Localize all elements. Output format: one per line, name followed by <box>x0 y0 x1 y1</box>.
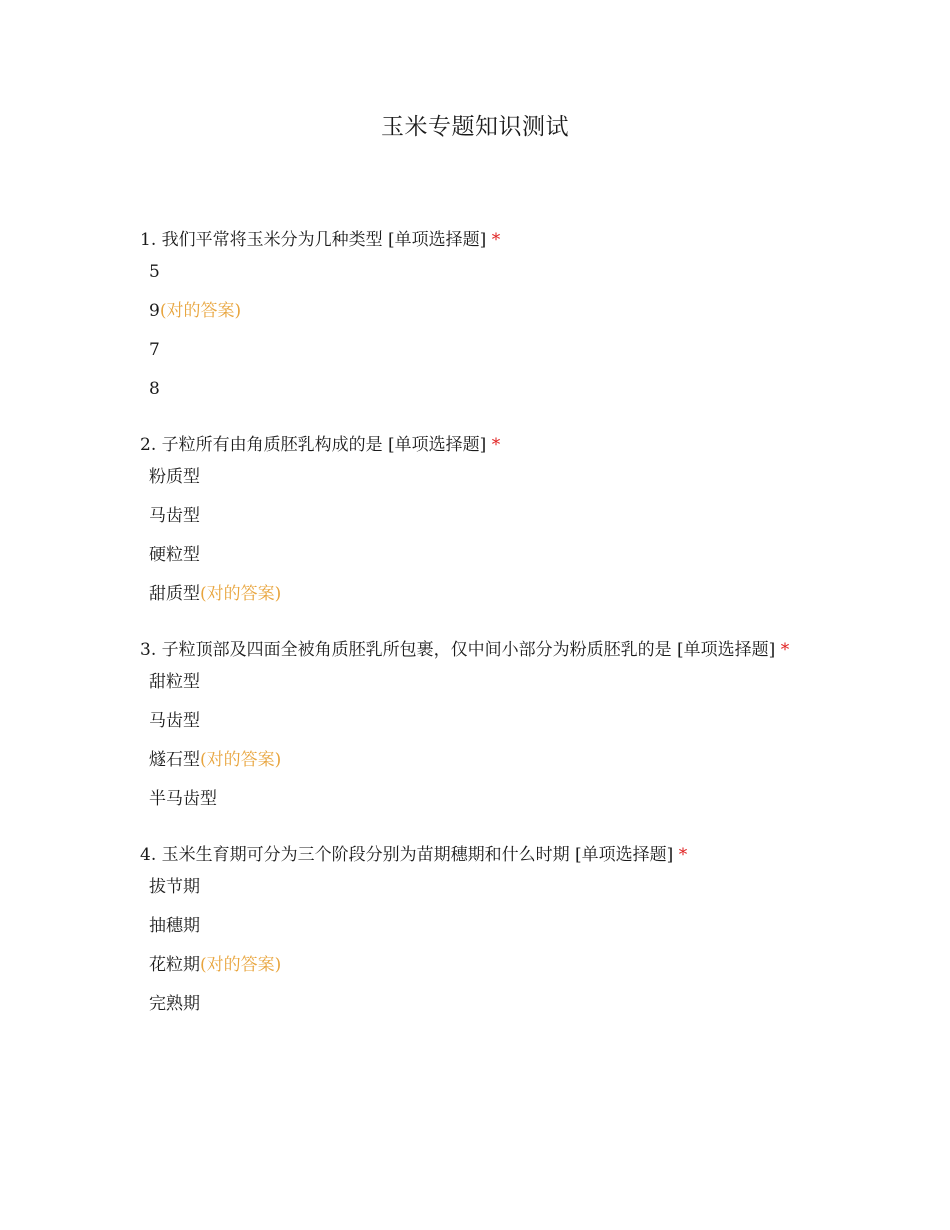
question-text <box>140 636 810 664</box>
required-mark: * <box>780 640 790 660</box>
question-label: 4. 玉米生育期可分为三个阶段分别为苗期穗期和什么时期 [单项选择题] <box>140 845 674 865</box>
option[interactable] <box>140 502 810 541</box>
option[interactable] <box>140 463 810 502</box>
option-label: 拔节期 <box>149 877 200 897</box>
correct-answer-note: (对的答案) <box>159 301 242 321</box>
option[interactable] <box>140 873 810 912</box>
option[interactable] <box>140 785 810 824</box>
question-text <box>140 226 810 254</box>
option-label: 粉质型 <box>149 467 200 487</box>
option-label: 半马齿型 <box>149 789 217 809</box>
option-label: 7 <box>149 340 160 360</box>
option-label: 甜粒型 <box>149 672 200 692</box>
correct-answer-note: (对的答案) <box>200 584 282 604</box>
question-label: 3. 子粒顶部及四面全被角质胚乳所包裹，仅中间小部分为粉质胚乳的是 [单项选择题] <box>140 640 776 660</box>
option[interactable] <box>140 258 810 297</box>
option[interactable] <box>140 746 810 785</box>
option-label: 马齿型 <box>149 711 200 731</box>
question-1 <box>140 226 810 414</box>
option-label: 硬粒型 <box>149 545 200 565</box>
required-mark: * <box>491 435 501 455</box>
required-mark: * <box>491 230 501 250</box>
question-label: 1. 我们平常将玉米分为几种类型 [单项选择题] <box>140 230 487 250</box>
option[interactable] <box>140 297 810 336</box>
option[interactable] <box>140 951 810 990</box>
question-text <box>140 431 810 459</box>
option-label: 燧石型 <box>149 750 200 770</box>
option[interactable] <box>140 912 810 951</box>
option[interactable] <box>140 375 810 414</box>
option-label: 完熟期 <box>149 994 200 1014</box>
option[interactable] <box>140 336 810 375</box>
question-3 <box>140 636 810 824</box>
page-title: 玉米专题知识测试 <box>381 114 569 140</box>
correct-answer-note: (对的答案) <box>200 750 282 770</box>
option-label: 甜质型 <box>149 584 200 604</box>
option-label: 马齿型 <box>149 506 200 526</box>
option[interactable] <box>140 990 810 1029</box>
option-label: 抽穗期 <box>149 916 200 936</box>
option-label: 5 <box>149 262 160 282</box>
question-list <box>140 226 810 1046</box>
correct-answer-note: (对的答案) <box>200 955 282 975</box>
question-4 <box>140 841 810 1029</box>
option[interactable] <box>140 668 810 707</box>
option-label: 8 <box>149 379 160 399</box>
required-mark: * <box>678 845 688 865</box>
option[interactable] <box>140 580 810 619</box>
option-label: 花粒期 <box>149 955 200 975</box>
question-label: 2. 子粒所有由角质胚乳构成的是 [单项选择题] <box>140 435 487 455</box>
option-label: 9 <box>149 301 160 321</box>
option[interactable] <box>140 541 810 580</box>
question-text <box>140 841 810 869</box>
option[interactable] <box>140 707 810 746</box>
question-2 <box>140 431 810 619</box>
